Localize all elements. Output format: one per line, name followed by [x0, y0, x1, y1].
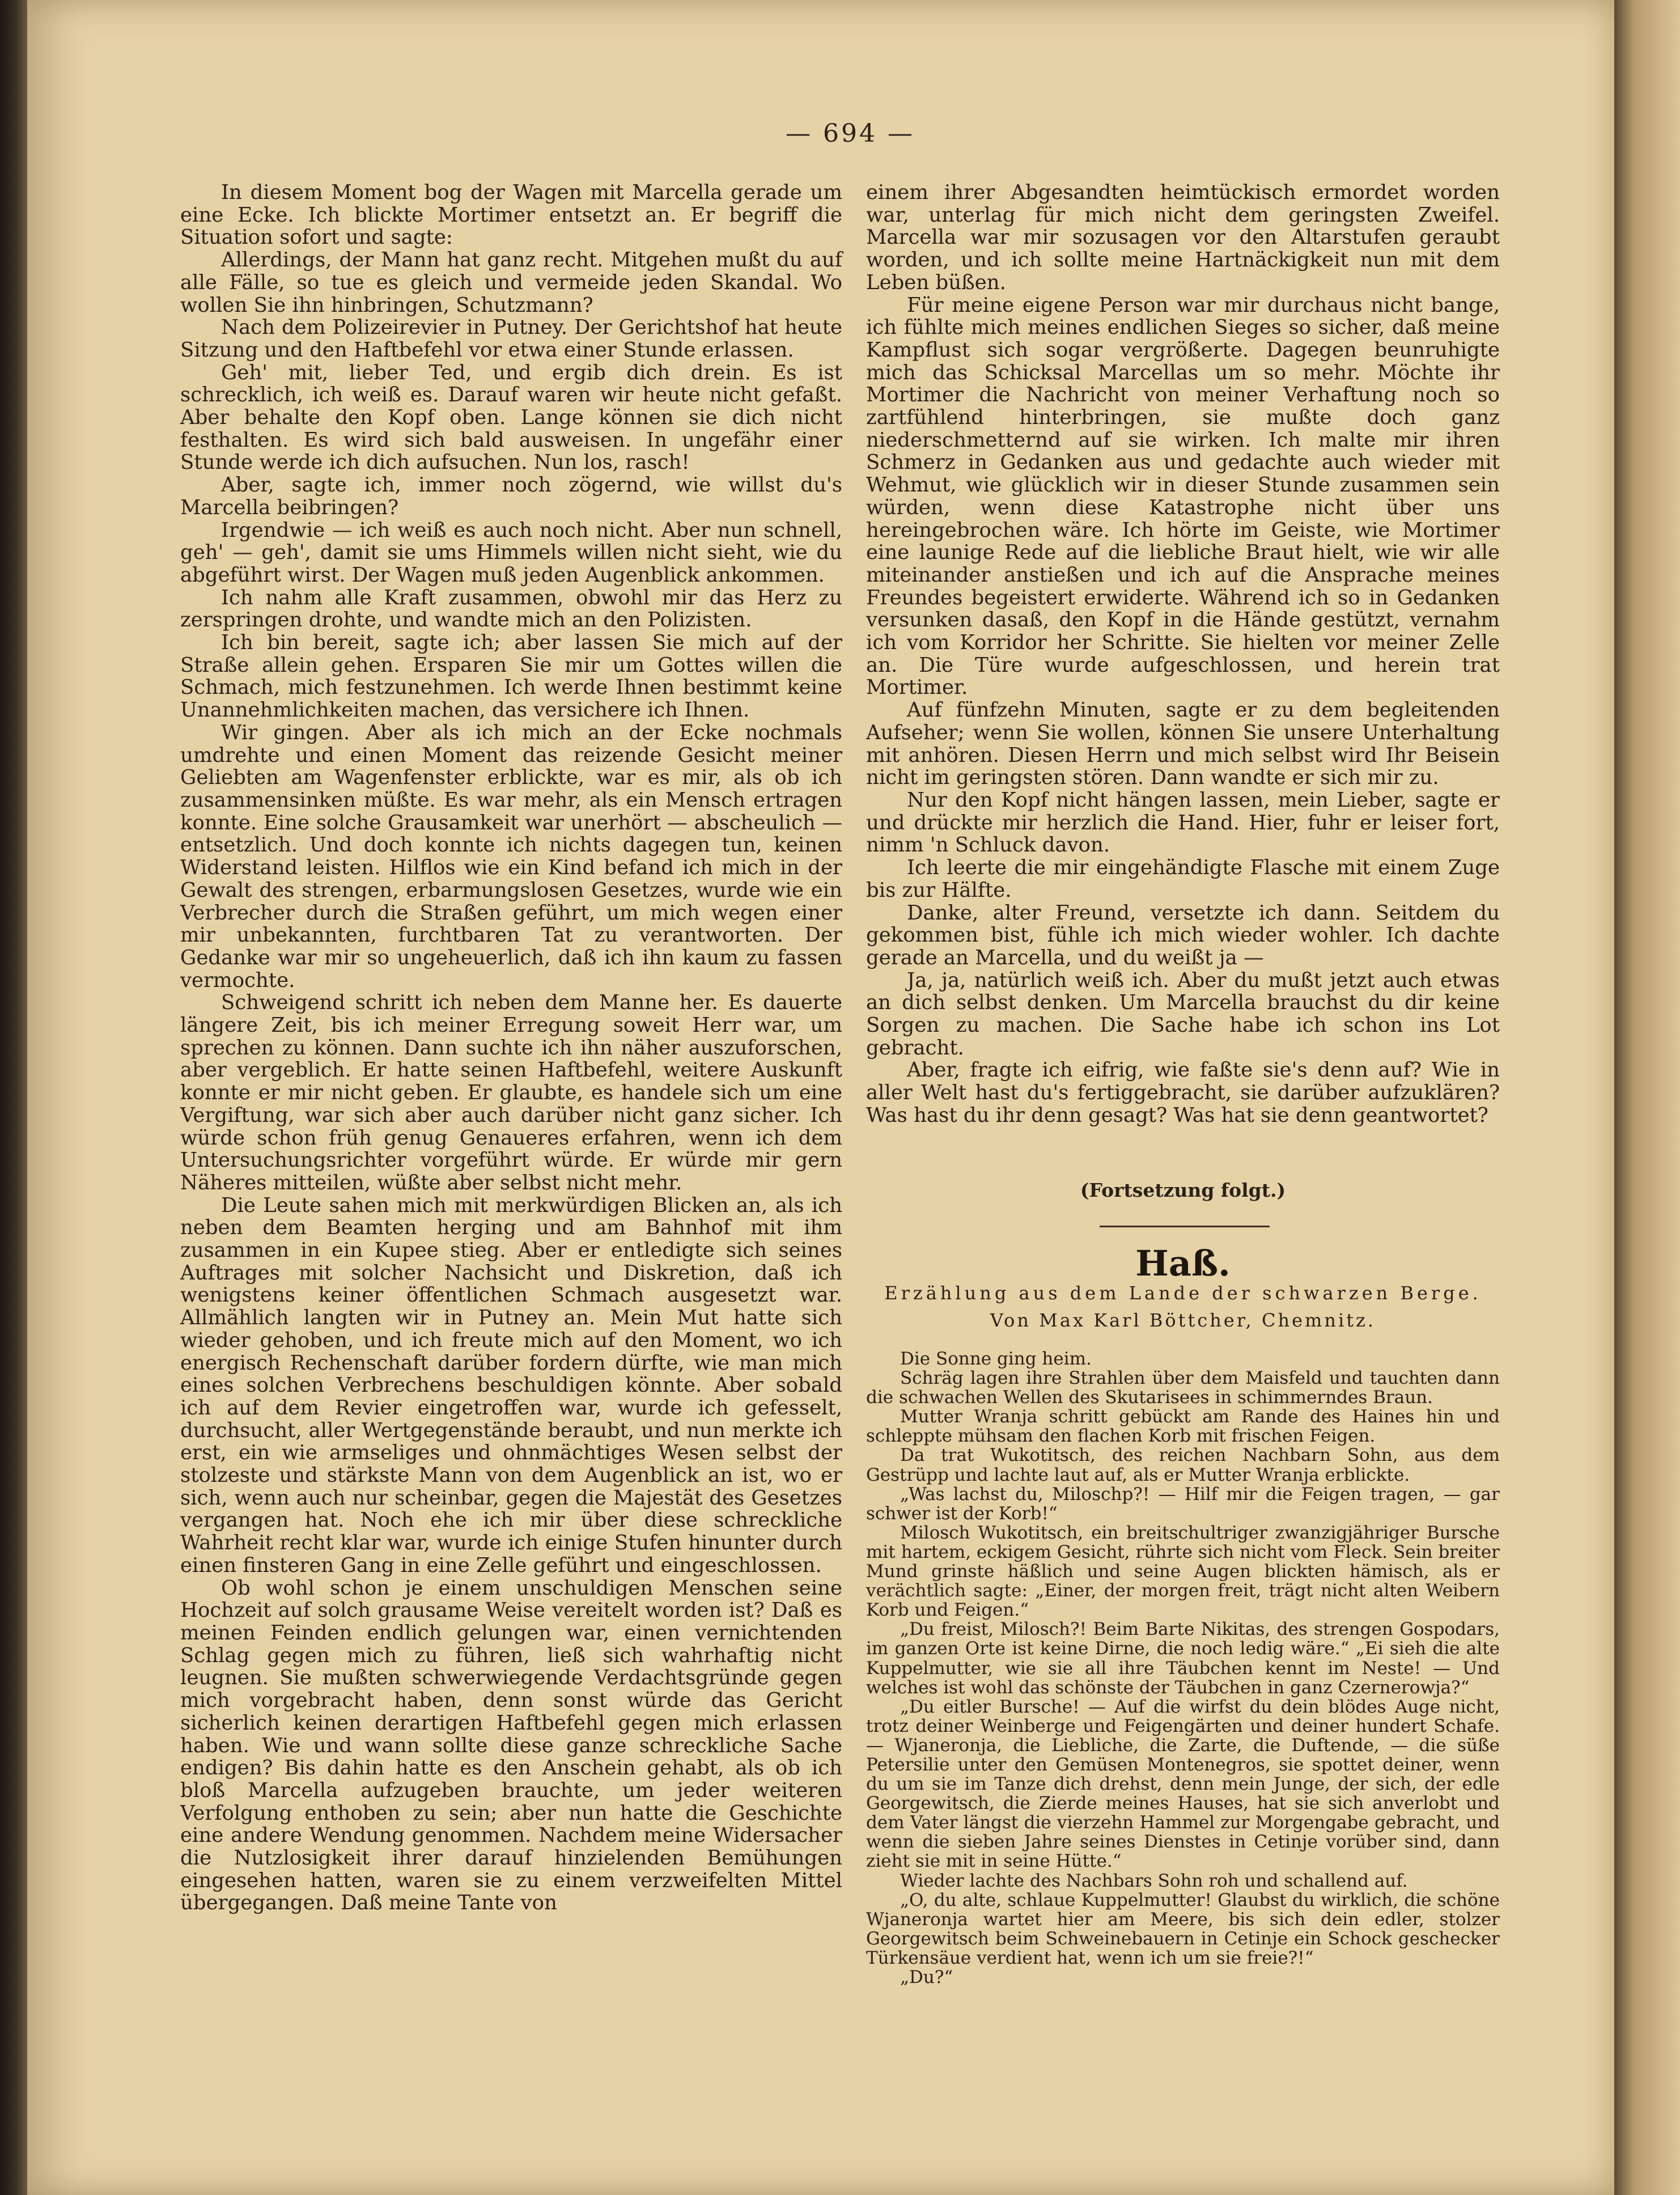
paragraph: Für meine eigene Person war mir durchaus nicht bange, ich fühlte mich meines endlichen Sieges so sicher, daß meine Kampflust sich sogar vergrößerte. Dagegen beunruhigte mich das Schicksal Marcellas um so mehr. Möchte ihr Mortimer die Nachricht von meiner Verhaftung noch so zartfühlend hinterbringen, sie mußte doch ganz niederschmetternd auf sie wirken. Ich malte mir ihren Schmerz in Gedanken aus und gedachte auch wieder mit Wehmut, wie glücklich wir in dieser Stunde zusammen sein würden, wenn diese Katastrophe nicht über uns hereingebrochen wäre. Ich hörte im Geiste, wie Mortimer eine launige Rede auf die liebliche Braut hielt, wie wir alle miteinander anstießen und ich auf die Ansprache meines Freundes begeistert erwiderte. Während ich so in Gedanken versunken dasaß, den Kopf in die Hände gestützt, vernahm ich vom Korridor her Schritte. Sie hielten vor meiner Zelle an. Die Türe wurde aufgeschlossen, und herein trat Mortimer. — [866, 293, 1500, 700]
continuation-note: (Fortsetzung folgt.) — [1080, 1179, 1286, 1201]
story-paragraph: „Du eitler Bursche! — Auf die wirfst du dein blödes Auge nicht, trotz deiner Weinberge und Feigengärten und deiner hundert Schafe. — Wjaneronja, die Liebliche, die Zarte, die Duftende, — die süße Petersilie unter den Gemüsen Montenegros, sie spottet deiner, wenn du um sie im Tanze dich drehst, denn mein Junge, der sich, der edle Georgewitsch, die Zierde meines Hauses, hat sie sich anverlobt und dem Vater längst die vierzehn Hammel zur Morgengabe gebracht, und wenn die sieben Jahre seines Dienstes in Cetinje vorüber sind, dann zieht sie mit in seine Hütte.“ — [866, 1696, 1500, 1872]
paragraph: Ich nahm alle Kraft zusammen, obwohl mir das Herz zu zerspringen drohte, und wandte mich an den Polizisten. — [180, 586, 842, 632]
paragraph: Wir gingen. Aber als ich mich an der Ecke nochmals umdrehte und einen Moment das reizende Gesicht meiner Geliebten am Wagenfenster erblickte, war es mir, als ob ich zusammensinken müßte. Es war mehr, als ein Mensch ertragen konnte. Eine solche Grausamkeit war unerhört — abscheulich — entsetzlich. Und doch konnte ich nichts dagegen tun, keinen Widerstand leisten. Hilflos wie ein Kind befand ich mich in der Gewalt des strengen, erbarmungslosen Gesetzes, wurde wie ein Verbrecher durch die Straßen geführt, um mich wegen einer mir unbekannten, furchtbaren Tat zu verantworten. Der Gedanke war mir so ungeheuerlich, daß ich ihn kaum zu fassen vermochte. — [180, 721, 842, 992]
paragraph: Schweigend schritt ich neben dem Manne her. Es dauerte längere Zeit, bis ich meiner Erregung soweit Herr war, um sprechen zu können. Dann suchte ich ihn näher auszuforschen, aber vergeblich. Er hatte seinen Haftbefehl, weitere Auskunft konnte er mir nicht geben. Er glaubte, es handele sich um eine Vergiftung, war sich aber auch darüber nicht ganz sicher. Ich würde schon früh genug Genaueres erfahren, wenn ich dem Untersuchungsrichter vorgeführt würde. Er würde mir gern Näheres mitteilen, wüßte aber selbst nicht mehr. — [180, 991, 842, 1194]
story-paragraph: Mutter Wranja schritt gebückt am Rande des Haines hin und schleppte mühsam den flachen Korb mit frischen Feigen. — [866, 1406, 1500, 1447]
story-paragraph: Milosch Wukotitsch, ein breitschultriger zwanzigjähriger Bursche mit hartem, eckigem Gesicht, rührte sich nicht vom Fleck. Sein breiter Mund grinste häßlich und seine Augen blickten hämisch, als er verächtlich sagte: „Einer, der morgen freit, trägt nicht alten Weibern Korb und Feigen.“ — [866, 1522, 1500, 1621]
story-text — [866, 1349, 1500, 1987]
paragraph: einem ihrer Abgesandten heimtückisch ermordet worden war, unterlag für mich nicht dem geringsten Zweifel. Marcella war mir sozusagen vor den Altarstufen geraubt worden, und ich sollte meine Hartnäckigkeit nun mit dem Leben büßen. — [866, 181, 1500, 294]
story-paragraph: „O, du alte, schlaue Kuppelmutter! Glaubst du wirklich, die schöne Wjaneronja wartet hier am Meere, bis sich dein edler, stolzer Georgewitsch beim Schweinebauern in Cetinje ein Schock geschecker Türkensäue verdient hat, wenn ich um sie freie?!“ — [866, 1889, 1500, 1968]
story-subtitle: Erzählung aus dem Lande der schwarzen Berge. — [884, 1282, 1482, 1304]
story-paragraph: Da trat Wukotitsch, des reichen Nachbarn Sohn, aus dem Gestrüpp und lachte laut auf, als er Mutter Wranja erblickte. — [866, 1445, 1500, 1485]
right-column — [866, 181, 1500, 1127]
paragraph: In diesem Moment bog der Wagen mit Marcella gerade um eine Ecke. Ich blickte Mortimer entsetzt an. Er begriff die Situation sofort und sagte: — [180, 181, 842, 249]
paragraph: Geh' mit, lieber Ted, und ergib dich drein. Es ist schrecklich, ich weiß es. Darauf waren wir heute nicht gefaßt. Aber behalte den Kopf oben. Lange können sie dich nicht festhalten. Es wird sich bald ausweisen. In ungefähr einer Stunde werde ich dich aufsuchen. Nun los, rasch! — [180, 361, 842, 474]
story-author: Von Max Karl Böttcher, Chemnitz. — [990, 1310, 1376, 1331]
book-binding — [0, 0, 27, 2195]
paragraph: Allerdings, der Mann hat ganz recht. Mitgehen mußt du auf alle Fälle, so tue es gleich und vermeide jeden Skandal. Wo wollen Sie ihn hinbringen, Schutzmann? — [180, 248, 842, 317]
adjacent-page-edge — [1614, 0, 1680, 2195]
story-paragraph: „Was lachst du, Miloschp?! — Hilf mir die Feigen tragen, — gar schwer ist der Korb!“ — [866, 1484, 1500, 1524]
paragraph: Ich leerte die mir eingehändigte Flasche mit einem Zuge bis zur Hälfte. — [866, 856, 1500, 902]
paragraph: Ich bin bereit, sagte ich; aber lassen Sie mich auf der Straße allein gehen. Ersparen Sie mir um Gottes willen die Schmach, mich festzunehmen. Ich werde Ihnen bestimmt keine Unannehmlichkeiten machen, das versichere ich Ihnen. — [180, 631, 842, 722]
paragraph: Aber, sagte ich, immer noch zögernd, wie willst du's Marcella beibringen? — [180, 473, 842, 519]
paragraph: Nach dem Polizeirevier in Putney. Der Gerichtshof hat heute Sitzung und den Haftbefehl vor etwa einer Stunde erlassen. — [180, 316, 842, 362]
paragraph: Ob wohl schon je einem unschuldigen Menschen seine Hochzeit auf solch grausame Weise vereitelt worden ist? Daß es meinen Feinden endlich gelungen war, einen vernichtenden Schlag gegen mich zu führen, ließ sich wahrhaftig nicht leugnen. Sie mußten schwerwiegende Verdachtsgründe gegen mich vorgebracht haben, denn sonst würde das Gericht sicherlich keinen derartigen Haftbefehl gegen mich erlassen haben. Wie und wann sollte diese ganze schreckliche Sache endigen? Bis dahin hatte es den Anschein gehabt, als ob ich bloß Marcella aufzugeben brauchte, um jeder weiteren Verfolgung enthoben zu sein; aber nun hatte die Geschichte eine andere Wendung genommen. Nachdem meine Widersacher die Nutzlosigkeit ihrer darauf hinzielenden Bemühungen eingesehen hatten, waren sie zu einem verzweifelten Mittel übergegangen. Daß meine Tante von — [180, 1576, 842, 1915]
section-divider — [1100, 1226, 1270, 1227]
page-number: — 694 — — [786, 119, 915, 148]
paragraph: Ja, ja, natürlich weiß ich. Aber du mußt jetzt auch etwas an dich selbst denken. Um Marcella brauchst du dir keine Sorgen zu machen. Die Sache habe ich schon ins Lot gebracht. — [866, 968, 1500, 1060]
paragraph: Auf fünfzehn Minuten, sagte er zu dem begleitenden Aufseher; wenn Sie wollen, können Sie unsere Unterhaltung mit anhören. Diesen Herrn und mich selbst wird Ihr Beisein nicht im geringsten stören. Dann wandte er sich mir zu. — [866, 698, 1500, 790]
story-paragraph: Schräg lagen ihre Strahlen über dem Maisfeld und tauchten dann die schwachen Wellen des Skutarisees in schimmerndes Braun. — [866, 1368, 1500, 1408]
paragraph: Aber, fragte ich eifrig, wie faßte sie's denn auf? Wie in aller Welt hast du's fertiggebracht, sie darüber aufzuklären? Was hast du ihr denn gesagt? Was hat sie denn geantwortet? — [866, 1058, 1500, 1127]
paragraph: Danke, alter Freund, versetzte ich dann. Seitdem du gekommen bist, fühle ich mich wieder wohler. Ich dachte gerade an Marcella, und du weißt ja — — [866, 901, 1500, 969]
paragraph: Nur den Kopf nicht hängen lassen, mein Lieber, sagte er und drückte mir herzlich die Hand. Hier, fuhr er leiser fort, nimm 'n Schluck davon. — [866, 788, 1500, 857]
story-paragraph: Wieder lachte des Nachbars Sohn roh und schallend auf. — [900, 1870, 1408, 1891]
paragraph: Irgendwie — ich weiß es auch noch nicht. Aber nun schnell, geh' — geh', damit sie ums Himmels willen nicht sieht, wie du abgeführt wirst. Der Wagen muß jeden Augenblick ankommen. — [180, 518, 842, 587]
story-paragraph: Die Sonne ging heim. — [900, 1349, 1092, 1369]
left-column — [180, 181, 842, 1914]
story-paragraph: „Du?“ — [900, 1967, 953, 1988]
story-title: Haß. — [1135, 1243, 1231, 1284]
paragraph: Die Leute sahen mich mit merkwürdigen Blicken an, als ich neben dem Beamten herging und am Bahnhof mit ihm zusammen in ein Kupee stieg. Aber er entledigte sich seines Auftrages mit solcher Nachsicht und Diskretion, daß ich wenigstens keiner öffentlichen Schmach ausgesetzt war. Allmählich langten wir in Putney an. Mein Mut hatte sich wieder gehoben, und ich freute mich auf den Moment, wo ich energisch Rechenschaft darüber fordern dürfte, wie man mich eines solchen Verbrechens beschuldigen könnte. Aber sobald ich auf dem Revier eingetroffen war, wurde ich gefesselt, durchsucht, aller Wertgegenstände beraubt, und nun merkte ich erst, ein wie armseliges und ohnmächtiges Wesen selbst der stolzeste und stärkste Mann von dem Augenblick an ist, wo er sich, wenn auch nur scheinbar, gegen die Majestät des Gesetzes vergangen hat. Noch ehe ich mir über diese schreckliche Wahrheit recht klar war, wurde ich einige Stufen hinunter durch einen finsteren Gang in eine Zelle geführt und eingeschlossen. — [180, 1193, 842, 1577]
story-paragraph: „Du freist, Milosch?! Beim Barte Nikitas, des strengen Gospodars, im ganzen Orte ist keine Dirne, die noch ledig wäre.“ „Ei sieh die alte Kuppelmutter, wie sie all ihre Täubchen kennt im Neste! — Und welches ist wohl das schönste der Täubchen in ganz Czernerowja?“ — [866, 1619, 1500, 1698]
